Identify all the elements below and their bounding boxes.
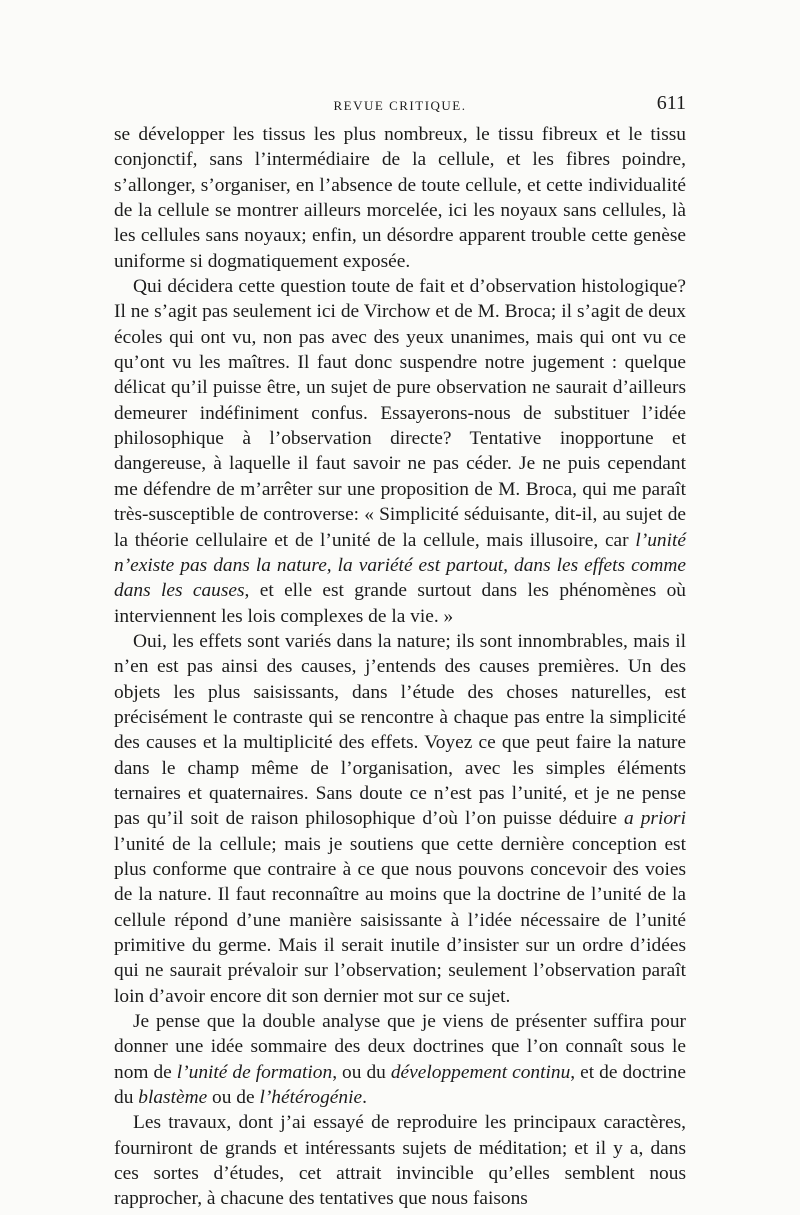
paragraph (114, 122, 686, 274)
text-run: Les travaux, dont j’ai essayé de reproduire les principaux caractères, fourniront de grands et intéressants sujets de méditation; et il y a, dans ces sortes d’études, cet attrait invincible qu’elles semblent nous rapprocher, à chacune des tentatives que nous faisons (114, 1112, 686, 1210)
text-run: Je pense que la double analyse que je viens de présenter suffira pour donner une idée sommaire des deux doctrines que l’on connaît sous le nom de (114, 1011, 686, 1083)
text-run: l’unité de la cellule; mais je soutiens que cette dernière conception est plus conforme que contraire à ce que nous pouvons concevoir des voies de la nature. Il faut reconnaître au moins que la doctrine de l’unité de la cellule répond d’une manière saisissante à l’idée nécessaire de l’unité primitive du germe. Mais il serait inutile d’insister sur un ordre d’idées qui ne saurait prévaloir sur l’observation; seulement l’observation paraît loin d’avoir encore dit son dernier mot sur ce sujet. (114, 833, 686, 1007)
text-run: se développer les tissus les plus nombreux, le tissu fibreux et le tissu conjonctif, sans l’intermédiaire de la cellule, et les fibres poindre, s’allonger, s’organiser, en l’absence de toute cellule, et cette individualité de la cellule se montrer ailleurs morcelée, ici les noyaux sans cellules, là les cellules sans noyaux; enfin, un désordre apparent trouble cette genèse uniforme si dogmatiquement exposée. (114, 124, 686, 272)
body-text (114, 122, 686, 1212)
italic-text: l’unité de formation (176, 1061, 333, 1083)
text-run: . (362, 1087, 367, 1109)
italic-text: a priori (623, 808, 686, 830)
italic-text: l’unité n’existe pas dans la nature, la variété est partout, dans les effets comme dans les causes (114, 529, 686, 602)
text-run: Qui décidera cette question toute de fait et d’observation histologique? Il ne s’agit pas seulement ici de Virchow et de M. Broca; il s’agit de deux écoles qui ont vu, non pas avec des yeux unanimes, mais qui ont vu ce qu’ont vu les maîtres. Il faut donc suspendre notre jugement : quelque délicat qu’il puisse être, un sujet de pure observation ne saurait d’ailleurs demeurer indéfiniment confus. Essayerons-nous de substituer l’idée philosophique à l’observation directe? Tentative inopportune et dangereuse, à laquelle il faut savoir ne pas céder. Je ne puis cependant me défendre de m’arrêter sur une proposition de M. Broca, qui me paraît très-susceptible de controverse: « Simplicité séduisante, dit-il, au sujet de la théorie cellulaire et de l’unité de la cellule, mais illusoire, car (114, 276, 686, 551)
text-run: ou de (207, 1087, 260, 1109)
text-run: , et de doctrine du (114, 1061, 686, 1109)
italic-text: développement continu (390, 1061, 571, 1083)
running-head: REVUE CRITIQUE. (333, 98, 467, 113)
page-header (114, 92, 686, 122)
italic-text: blastème (138, 1087, 208, 1109)
page-number: 611 (656, 92, 686, 114)
paragraph (114, 1110, 686, 1211)
italic-text: l’hétérogénie (259, 1087, 363, 1109)
text-run: Oui, les effets sont variés dans la nature; ils sont innombrables, mais il n’en est pas ainsi des causes, j’entends des causes premières. Un des objets les plus saisissants, dans l’étude des choses naturelles, est précisément le contraste qui se rencontre à chaque pas entre la simplicité des causes et la multiplicité des effets. Voyez ce que peut faire la nature dans le champ même de l’organisation, avec les simples éléments ternaires et quaternaires. Sans doute ce n’est pas l’unité, et je ne pense pas qu’il soit de raison philosophique d’où l’on puisse déduire (114, 630, 686, 830)
paragraph (114, 274, 686, 629)
paragraph (114, 1009, 686, 1110)
paragraph (114, 629, 686, 1009)
text-run: , ou du (332, 1061, 391, 1083)
text-run: , et elle est grande surtout dans les phénomènes où interviennent les lois complexes de la vie. » (114, 580, 686, 627)
book-page (114, 92, 686, 1212)
